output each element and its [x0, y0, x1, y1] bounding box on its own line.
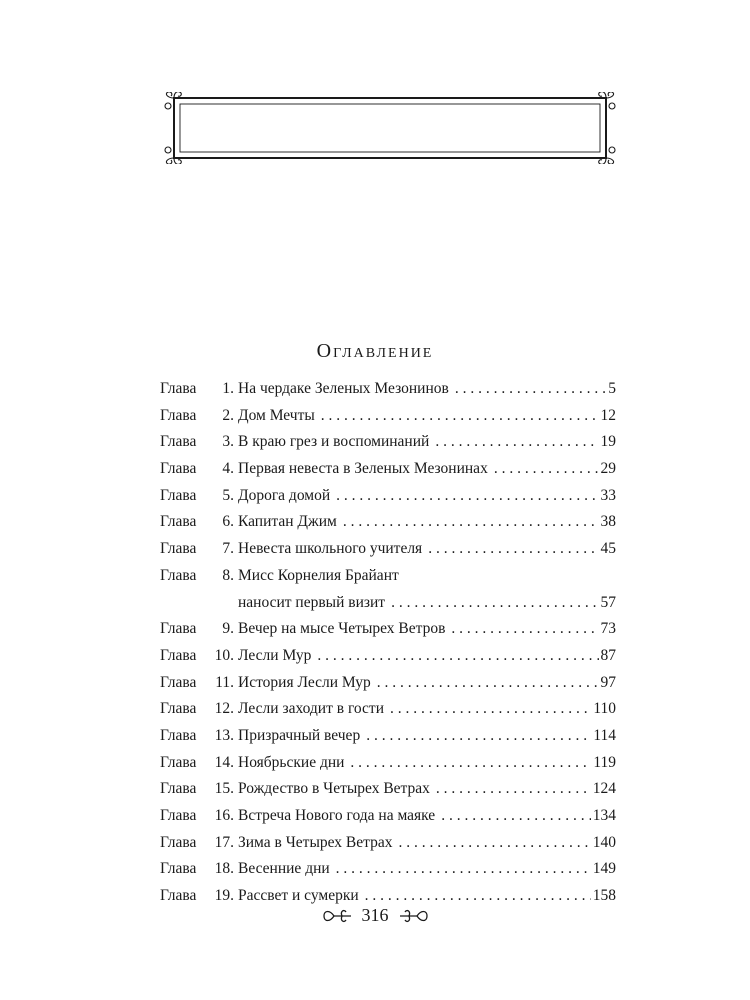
chapter-entry [238, 567, 616, 585]
toc-row [160, 460, 616, 487]
toc-row [160, 380, 616, 407]
chapter-number: 3. [222, 433, 234, 451]
toc-row [160, 647, 616, 674]
page-ref: 45 [600, 540, 616, 558]
toc-row [160, 540, 616, 567]
chapter-label: Глава [160, 807, 197, 824]
chapter-title: В краю грез и воспоминаний [238, 433, 430, 451]
toc-row [160, 780, 616, 807]
page-ref: 158 [592, 887, 616, 905]
chapter-title-continued: наносит первый визит [238, 593, 386, 611]
dot-leader [365, 887, 591, 905]
chapter-label: Глава [160, 726, 197, 744]
dot-leader [377, 674, 599, 692]
chapter-title: История Лесли Мур [238, 673, 371, 691]
dot-leader [390, 700, 591, 718]
chapter-entry [238, 407, 616, 425]
dot-leader [317, 647, 598, 665]
chapter-number: 4. [222, 460, 234, 478]
chapter-entry [238, 754, 616, 772]
chapter-entry [238, 860, 616, 878]
chapter-entry [238, 594, 616, 612]
chapter-number: 7. [222, 540, 234, 558]
dot-leader [451, 620, 598, 638]
ornamental-frame-graphic [158, 92, 622, 164]
page-ref: 134 [592, 807, 616, 824]
toc-heading: Оглавление [316, 340, 434, 362]
page-ref: 29 [600, 460, 616, 478]
chapter-entry [238, 647, 616, 665]
dot-leader [336, 860, 591, 878]
chapter-number: 9. [222, 620, 234, 638]
toc-row [160, 727, 616, 754]
chapter-title: На чердаке Зеленых Мезонинов [238, 380, 449, 397]
chapter-label: Глава [160, 540, 197, 558]
dot-leader [366, 727, 591, 745]
dot-leader [321, 407, 599, 425]
chapter-number: 13. [214, 726, 234, 744]
chapter-number: 15. [214, 780, 234, 798]
page-ref: 140 [592, 833, 616, 851]
chapter-label: Глава [160, 380, 197, 397]
chapter-title: Зима в Четырех Ветрах [238, 833, 393, 851]
chapter-label: Глава [160, 646, 197, 664]
chapter-label: Глава [160, 406, 197, 424]
chapter-title: Рождество в Четырех Ветрах [238, 780, 430, 798]
dot-leader [428, 540, 598, 558]
chapter-number: 16. [214, 807, 234, 824]
toc-row [160, 860, 616, 887]
chapter-number: 6. [222, 513, 234, 531]
page-ref: 87 [600, 646, 616, 664]
chapter-title: Невеста школьного учителя [238, 540, 423, 558]
toc-row [160, 567, 616, 594]
chapter-title: Дорога домой [238, 486, 331, 504]
chapter-number: 11. [215, 673, 234, 691]
page-ref: 110 [593, 700, 616, 718]
chapter-number: 10. [214, 646, 234, 664]
page-ref: 97 [600, 673, 616, 691]
chapter-title: Дом Мечты [238, 406, 315, 424]
chapter-label: Глава [160, 860, 197, 878]
chapter-entry [238, 433, 616, 451]
page-number: 316 [361, 905, 389, 925]
toc-row [160, 754, 616, 781]
chapter-entry [238, 834, 616, 852]
toc-row-continued [160, 594, 616, 621]
toc-row [160, 487, 616, 514]
chapter-label: Глава [160, 700, 197, 718]
dot-leader [455, 380, 606, 398]
page-ref: 33 [600, 486, 616, 504]
chapter-entry [238, 460, 616, 478]
chapter-title: Лесли Мур [238, 646, 312, 664]
page-ref: 57 [600, 593, 616, 611]
dot-leader [441, 807, 591, 825]
chapter-label: Глава [160, 513, 197, 531]
toc-row [160, 700, 616, 727]
chapter-entry [238, 780, 616, 798]
dot-leader [391, 594, 598, 612]
dot-leader [435, 433, 598, 451]
dot-leader [436, 780, 591, 798]
page-ref: 119 [593, 753, 616, 771]
page-ref: 19 [600, 433, 616, 451]
page-ref: 73 [600, 620, 616, 638]
chapter-entry [238, 700, 616, 718]
page-ref: 149 [592, 860, 616, 878]
toc-row [160, 513, 616, 540]
dot-leader [494, 460, 599, 478]
chapter-entry [238, 540, 616, 558]
chapter-title: Рассвет и сумерки [238, 887, 359, 905]
chapter-label: Глава [160, 780, 197, 798]
chapter-label: Глава [160, 673, 197, 691]
toc-row [160, 407, 616, 434]
dot-leader [336, 487, 598, 505]
chapter-title: Первая невеста в Зеленых Мезонинах [238, 460, 488, 478]
chapter-entry [238, 727, 616, 745]
chapter-label: Глава [160, 433, 197, 451]
chapter-entry [238, 487, 616, 505]
page-ref: 38 [600, 513, 616, 531]
chapter-title: Вечер на мысе Четырех Ветров [238, 620, 446, 638]
chapter-number: 1. [222, 380, 234, 397]
chapter-number: 18. [214, 860, 234, 878]
chapter-label: Глава [160, 833, 197, 851]
chapter-number: 5. [222, 486, 234, 504]
chapter-title: Мисс Корнелия Брайант [238, 566, 399, 584]
chapter-entry [238, 807, 616, 825]
chapter-label: Глава [160, 753, 197, 771]
page-ref: 5 [608, 380, 616, 397]
chapter-number: 14. [214, 753, 234, 771]
chapter-title: Лесли заходит в гости [238, 700, 385, 718]
chapter-number: 8. [222, 566, 234, 584]
chapter-label: Глава [160, 460, 197, 478]
chapter-label: Глава [160, 620, 197, 638]
flourish-right-icon [399, 908, 429, 924]
page-footer [0, 905, 750, 926]
flourish-left-icon [322, 908, 352, 924]
chapter-title: Весенние дни [238, 860, 330, 878]
chapter-entry [238, 674, 616, 692]
dot-leader [398, 834, 590, 852]
chapter-label: Глава [160, 566, 197, 584]
toc-row [160, 834, 616, 861]
toc-row [160, 807, 616, 834]
chapter-number: 12. [214, 700, 234, 718]
dot-leader [343, 513, 599, 531]
chapter-title: Встреча Нового года на маяке [238, 807, 436, 824]
chapter-entry [238, 513, 616, 531]
toc-row [160, 433, 616, 460]
chapter-title: Капитан Джим [238, 513, 337, 531]
chapter-number: 17. [214, 833, 234, 851]
chapter-entry [238, 887, 616, 905]
page-ref: 124 [592, 780, 616, 798]
chapter-entry [238, 380, 616, 398]
chapter-number: 19. [214, 887, 234, 905]
table-of-contents [160, 380, 616, 914]
page-ref: 12 [600, 406, 616, 424]
toc-row [160, 674, 616, 701]
ornamental-frame [158, 92, 622, 164]
chapter-title: Ноябрьские дни [238, 753, 345, 771]
chapter-title: Призрачный вечер [238, 726, 361, 744]
chapter-number: 2. [222, 406, 234, 424]
chapter-label: Глава [160, 486, 197, 504]
page-ref: 114 [593, 726, 616, 744]
toc-row [160, 620, 616, 647]
chapter-entry [238, 620, 616, 638]
dot-leader [350, 754, 591, 772]
chapter-label: Глава [160, 887, 197, 905]
